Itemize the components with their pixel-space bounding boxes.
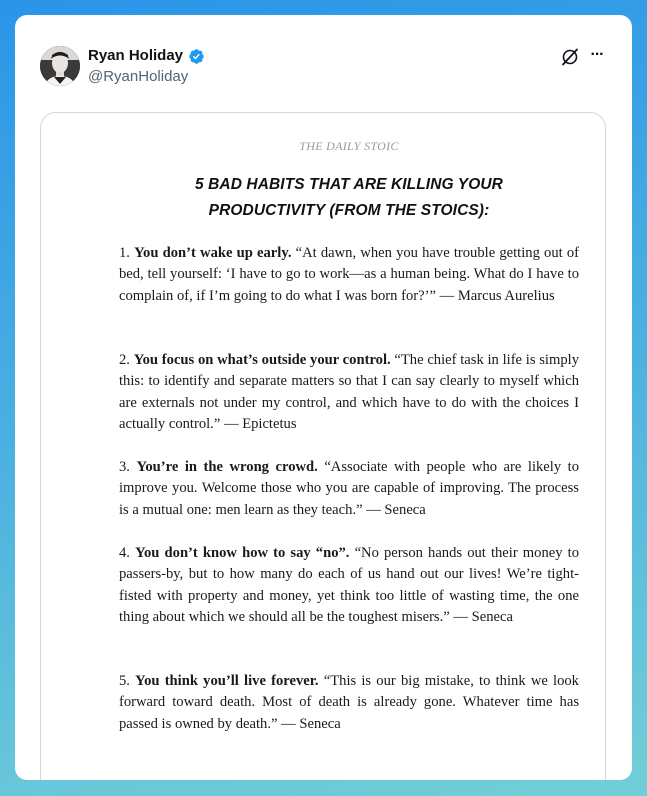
habit-quote: “The chief task in life is simply this: to identify and separate matters so that I can say clearly to myself which are externals not under my control, and which have to do with the choices I actually control.” — Epictetus bbox=[119, 352, 579, 432]
author-handle[interactable]: @RyanHoliday bbox=[88, 68, 189, 85]
post-card bbox=[15, 15, 632, 780]
document-title-line-1: 5 BAD HABITS THAT ARE KILLING YOUR bbox=[195, 176, 503, 193]
habit-heading: You don’t know how to say “no”. bbox=[135, 545, 350, 561]
habit-quote: “At dawn, when you have trouble getting out of bed, tell yourself: ‘I have to go to work—as a human being. What do I have to complain of, if I’m going to do what I was born for?’” — Marcus Aurelius bbox=[119, 245, 579, 304]
habit-heading: You focus on what’s outside your control. bbox=[133, 352, 391, 368]
habit-item-2 bbox=[119, 350, 579, 435]
habit-number: 2. bbox=[119, 352, 130, 368]
habit-heading: You think you’ll live forever. bbox=[135, 673, 319, 689]
document-brand: THE DAILY STOIC bbox=[299, 139, 399, 153]
author-name-row[interactable] bbox=[88, 46, 205, 66]
habit-quote: “This is our big mistake, to think we look forward toward death. Most of death is already gone. Whatever time has passed is owned by death.” — Seneca bbox=[119, 673, 579, 732]
more-options-icon[interactable]: ··· bbox=[590, 46, 604, 63]
habit-item-4 bbox=[119, 543, 579, 628]
habit-quote: “Associate with people who are likely to improve you. Welcome those who you are capable of improving. The process is a mutual one: men learn as they teach.” — Seneca bbox=[119, 459, 579, 518]
habit-heading: You don’t wake up early. bbox=[134, 245, 292, 261]
habit-item-5 bbox=[119, 671, 579, 735]
document-title bbox=[119, 172, 579, 224]
habit-quote: “No person hands out their money to passers-by, but to how many do each of us hand out our lives! We’re tight-fisted with property and money, yet think too little of wasting time, the one thing about which we should all be the toughest misers.” — Seneca bbox=[119, 545, 579, 625]
habit-item-3 bbox=[119, 457, 579, 521]
habit-number: 4. bbox=[119, 545, 130, 561]
habit-number: 5. bbox=[119, 673, 130, 689]
author-avatar[interactable] bbox=[40, 46, 80, 86]
habit-number: 3. bbox=[119, 459, 130, 475]
avatar-photo bbox=[40, 46, 80, 86]
post-image[interactable] bbox=[40, 112, 606, 780]
habit-item-1 bbox=[119, 243, 579, 307]
x-logo-icon[interactable] bbox=[560, 47, 580, 67]
habit-number: 1. bbox=[119, 245, 130, 261]
verified-badge-icon bbox=[188, 48, 205, 65]
document-title-line-2: PRODUCTIVITY (FROM THE STOICS): bbox=[208, 202, 490, 219]
author-name[interactable]: Ryan Holiday bbox=[88, 47, 184, 64]
habit-heading: You’re in the wrong crowd. bbox=[136, 459, 318, 475]
